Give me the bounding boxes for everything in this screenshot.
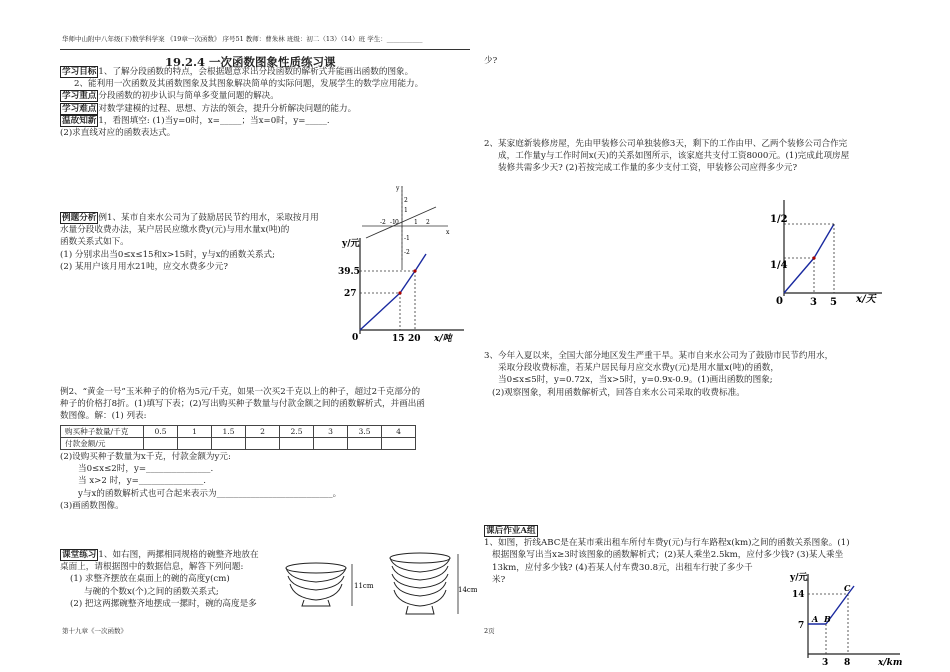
key-text: 分段函数的初步认识与简单多变量问题的解决。 bbox=[98, 91, 279, 102]
pr-line4: 与碗的个数x(个)之间的函数关系式; bbox=[84, 586, 219, 597]
ex2-line3: 数图像。解：(1) 列表: bbox=[60, 411, 147, 422]
table-cell: 4 bbox=[382, 426, 416, 438]
ex2-case2: 当 x>2 时，y=_______________. bbox=[78, 476, 207, 487]
ex2-q3: (3)画函数图像。 bbox=[60, 500, 124, 511]
ex1-line3: 函数关系式如下。 bbox=[60, 237, 129, 248]
water-seg1 bbox=[360, 293, 400, 330]
ex2-combined: y与x的函数解析式也可合起来表示为___________________________。 bbox=[78, 488, 342, 499]
small-tick-n2: -2 bbox=[380, 219, 386, 226]
taxi-x-8: 8 bbox=[844, 658, 851, 668]
small-ytick-n1: -1 bbox=[404, 235, 410, 242]
table-row bbox=[61, 438, 416, 450]
goal-2: 2、能利用一次函数及其函数图象及其图象解决简单的实际问题，发展学生的数学应用能力。 bbox=[74, 79, 424, 90]
ex2-line2: 种子的价格打8折。(1)填写下表；(2)写出购买种子数量与付款金额之间的函数解析式，并画出函 bbox=[60, 399, 425, 410]
hw-line1: 1、如图，折线ABC是在某市乘出租车所付车费y(元)与行车路程x(km)之间的函数关系图象。(1) bbox=[484, 538, 850, 549]
work-x2: 5 bbox=[830, 297, 837, 308]
practice-tag: 课堂练习 bbox=[62, 550, 97, 560]
p2-line2: 成，工作量y与工作时间x(天)的关系如图所示，该家庭共支付工资8000元。(1)完成此项房屋 bbox=[498, 151, 850, 162]
small-tick-1: 1 bbox=[414, 219, 418, 226]
table-cell-empty[interactable] bbox=[348, 438, 382, 450]
work-point1 bbox=[812, 256, 815, 259]
bowl-height-label-2: 14cm bbox=[458, 586, 477, 594]
pr-line5: (2) 把这两摞碗整齐地摆成一摞时，碗的高度是多 bbox=[70, 598, 257, 609]
water-x-label: x/吨 bbox=[434, 334, 452, 344]
homework-tag: 课后作业A组 bbox=[486, 526, 536, 536]
table-cell-empty[interactable] bbox=[314, 438, 348, 450]
work-y-quarter: 1/4 bbox=[770, 260, 788, 271]
table-cell-empty[interactable] bbox=[178, 438, 212, 450]
ex2-line1: 例2、“黄金一号”玉米种子的价格为5元/千克，如果一次买2千克以上的种子，超过2千克部分的 bbox=[60, 387, 421, 397]
ex1-line1: 例1、某市自来水公司为了鼓励居民节约用水，采取按月用 bbox=[98, 213, 319, 223]
table-cell: 1 bbox=[178, 426, 212, 438]
work-y-half: 1/2 bbox=[770, 214, 788, 225]
table-cell: 3 bbox=[314, 426, 348, 438]
work-origin: 0 bbox=[776, 296, 783, 307]
ex1-line5: (2) 某用户该月用水21吨，应交水费多少元? bbox=[60, 261, 228, 272]
pr-line2: 桌面上，请根据图中的数据信息，解答下列问题: bbox=[60, 562, 244, 573]
small-ytick-2: 2 bbox=[404, 197, 408, 204]
work-seg1 bbox=[784, 258, 814, 293]
key-tag: 学习重点 bbox=[62, 91, 97, 102]
table-cell: 3.5 bbox=[348, 426, 382, 438]
right-top-cont: 少? bbox=[484, 56, 498, 66]
ex2-q2: (2)设购买种子数量为x千克，付款金额为y元: bbox=[60, 452, 231, 462]
taxi-y-14: 14 bbox=[792, 590, 805, 600]
pr-line1: 1、如右图，两摞相同规格的碗整齐地放在 bbox=[98, 550, 259, 560]
table-cell-empty[interactable] bbox=[382, 438, 416, 450]
table-cell-empty[interactable] bbox=[246, 438, 280, 450]
p3-line2: 采取分段收费标准，若某户居民每月应交水费y(元)是用水量x(吨)的函数， bbox=[498, 363, 779, 374]
table-cell-empty[interactable] bbox=[212, 438, 246, 450]
water-y-val2: 27 bbox=[344, 289, 357, 299]
ex2-case1: 当0≤x≤2时，y=_______________. bbox=[78, 464, 214, 475]
review-2: (2)求直线对应的函数表达式。 bbox=[60, 128, 176, 139]
p3-line4: (2)观察图象，利用函数解析式，回答自来水公司采取的收费标准。 bbox=[492, 387, 745, 398]
taxi-x-label: x/km bbox=[878, 658, 903, 668]
taxi-x-3: 3 bbox=[822, 658, 829, 668]
seed-table bbox=[60, 425, 416, 450]
bowl-height-label-1: 11cm bbox=[354, 582, 374, 590]
hw-line3: 13km，应付多少钱? (4)若某人付车费30.8元，出租车行驶了多少千 bbox=[492, 562, 753, 573]
table-cell: 2 bbox=[246, 426, 280, 438]
bowls-illustration bbox=[282, 548, 477, 630]
ex1-line2: 水量分段收费办法，某户居民应缴水费y(元)与用水量x(吨)的 bbox=[60, 225, 290, 236]
table-cell: 1.5 bbox=[212, 426, 246, 438]
left-footer: 第十九章《一次函数》 bbox=[62, 627, 127, 635]
page-title: 19.2.4 一次函数图象性质练习课 bbox=[165, 55, 336, 69]
water-fee-graph bbox=[336, 234, 466, 344]
table-head-qty: 购买种子数量/千克 bbox=[61, 426, 144, 438]
review-tag: 温故知新 bbox=[62, 115, 97, 126]
water-y-label: y/元 bbox=[342, 239, 360, 249]
taxi-point-b: B bbox=[824, 614, 831, 624]
example2-section bbox=[60, 386, 480, 423]
water-origin: 0 bbox=[352, 333, 359, 343]
p2-line1: 2、某家庭新装修房屋，先由甲装修公司单独装修3天，剩下的工作由甲、乙两个装修公司合作完 bbox=[484, 139, 848, 149]
p3-line3: 当0≤x≤5时，y=0.72x，当x>5时，y=0.9x-0.9。(1)画出函数的图象; bbox=[498, 375, 773, 386]
hw-line2: 根据图象写出当x≥3时该图象的函数解析式；(2)某人乘坐2.5km，应付多少钱? (3)某人乘坐 bbox=[492, 550, 844, 561]
water-x-val2: 20 bbox=[408, 334, 421, 344]
goal-1: 1、了解分段函数的特点，会根据题意求出分段函数的解析式并能画出函数的图象。 bbox=[98, 67, 414, 77]
hw-line4: 米? bbox=[492, 574, 506, 585]
small-origin: 0 bbox=[395, 219, 399, 226]
p2-line3: 装修共需多少天? (2)若按完成工作量的多少支付工资，甲装修公司应得多少元? bbox=[498, 163, 798, 174]
review-1: 1，看图填空: (1)当y=0时，x=_____；当x=0时，y=_____. bbox=[98, 115, 330, 126]
small-x-label: x bbox=[446, 229, 450, 236]
work-seg2 bbox=[814, 224, 834, 258]
difficulty-text: 对数学建模的过程、思想、方法的领会，提升分析解决问题的能力。 bbox=[98, 103, 357, 114]
ex1-line4: (1) 分别求出当0≤x≤15和x>15时，y与x的函数关系式; bbox=[60, 249, 276, 260]
table-cell-empty[interactable] bbox=[280, 438, 314, 450]
water-seg3 bbox=[415, 254, 426, 271]
example2-part2 bbox=[60, 451, 480, 512]
work-graph bbox=[756, 196, 896, 308]
problem2-section bbox=[484, 138, 904, 175]
table-cell-empty[interactable] bbox=[144, 438, 178, 450]
taxi-y-7: 7 bbox=[798, 621, 805, 631]
p3-line1: 3、今年入夏以来，全国大部分地区发生严重干旱。某市自来水公司为了鼓励市民节约用水， bbox=[484, 351, 834, 361]
small-tick-2: 2 bbox=[426, 219, 430, 226]
taxi-y-label: y/元 bbox=[790, 573, 808, 583]
water-point2 bbox=[413, 269, 416, 272]
example-tag: 例题分析 bbox=[62, 213, 97, 223]
problem3-section bbox=[484, 350, 904, 399]
header-rule bbox=[60, 49, 470, 50]
table-head-pay: 付款金额/元 bbox=[61, 438, 144, 450]
small-y-label: y bbox=[396, 185, 400, 192]
taxi-point-a: A bbox=[812, 614, 819, 624]
taxi-graph bbox=[788, 570, 908, 668]
right-footer: 2页 bbox=[484, 627, 495, 635]
goals-tag: 学习目标 bbox=[62, 67, 97, 77]
small-ytick-n2: -2 bbox=[404, 249, 410, 256]
table-cell: 2.5 bbox=[280, 426, 314, 438]
small-tick-n1: -1 bbox=[390, 219, 396, 226]
goals-section bbox=[60, 66, 480, 139]
water-y-val1: 39.5 bbox=[338, 267, 360, 277]
small-ytick-1: 1 bbox=[404, 207, 408, 214]
water-point1 bbox=[398, 291, 401, 294]
example1-section bbox=[60, 212, 360, 273]
difficulty-tag: 学习难点 bbox=[62, 103, 97, 114]
table-cell: 0.5 bbox=[144, 426, 178, 438]
table-row bbox=[61, 426, 416, 438]
page-header: 华师中山附中八年级(下)数学科学案 《19章一次函数》 序号51 教师：曹朱林 班级：初二（13）（14）班 学生：___________ bbox=[62, 35, 423, 43]
bowl-stack-right bbox=[390, 553, 450, 614]
work-x1: 3 bbox=[810, 297, 817, 308]
work-x-label: x/天 bbox=[856, 294, 876, 305]
pr-line3: (1) 求整齐摆放在桌面上的碗的高度y(cm) bbox=[70, 574, 230, 585]
bowl-stack-left bbox=[286, 563, 346, 606]
taxi-point-c: C bbox=[844, 583, 851, 593]
water-seg2 bbox=[400, 271, 415, 293]
water-x-val1: 15 bbox=[392, 334, 405, 344]
practice-section bbox=[60, 549, 290, 610]
